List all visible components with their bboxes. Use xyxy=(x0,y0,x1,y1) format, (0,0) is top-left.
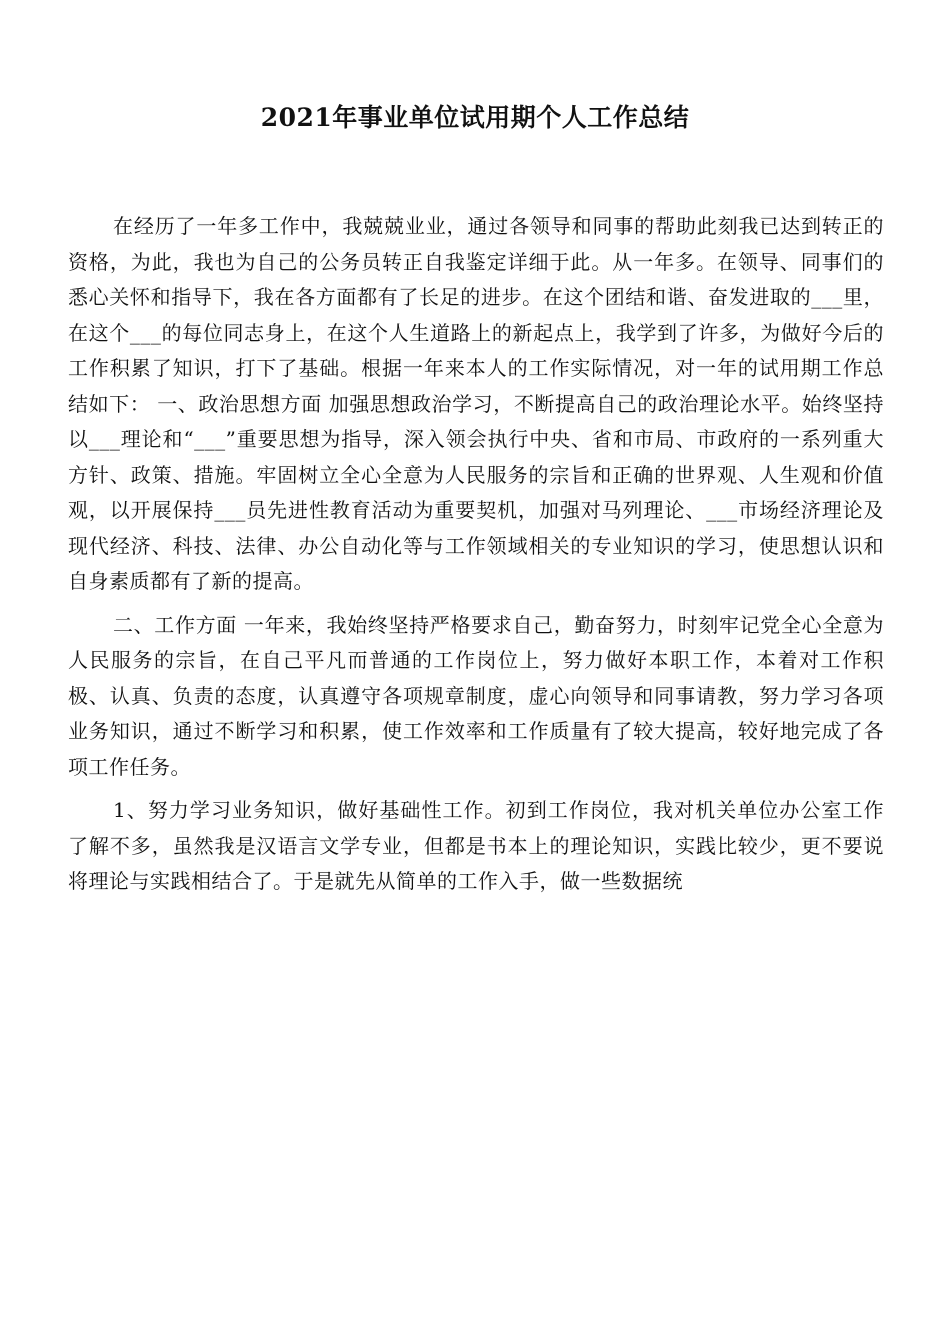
paragraph-2: 二、工作方面 一年来，我始终坚持严格要求自己，勤奋努力，时刻牢记党全心全意为人民服务的宗旨，在自己平凡而普通的工作岗位上，努力做好本职工作，本着对工作积极、认真、负责的态度，认真遵守各项规章制度，虚心向领导和同事请教，努力学习各项业务知识，通过不断学习和积累，使工作效率和工作质量有了较大提高，较好地完成了各项工作任务。 xyxy=(68,612,884,779)
document-title: 2021年事业单位试用期个人工作总结 xyxy=(260,103,690,132)
paragraph-1: 在经历了一年多工作中，我兢兢业业，通过各领导和同事的帮助此刻我已达到转正的资格，为此，我也为自己的公务员转正自我鉴定详细于此。从一年多。在领导、同事们的悉心关怀和指导下，我在各方面都有了长足的进步。在这个团结和谐、奋发进取的___里，在这个___的每位同志身上，在这个人生道路上的新起点上，我学到了许多，为做好今后的工作积累了知识，打下了基础。根据一年来本人的工作实际情况，对一年的试用期工作总结如下： 一、政治思想方面 加强思想政治学习，不断提高自己的政治理论水平。始终坚持以___理论和“___”重要思想为指导，深入领会执行中央、省和市局、市政府的一系列重大方针、政策、措施。牢固树立全心全意为人民服务的宗旨和正确的世界观、人生观和价值观，以开展保持___员先进性教育活动为重要契机，加强对马列理论、___市场经济理论及现代经济、科技、法律、办公自动化等与工作领域相关的专业知识的学习，使思想认识和自身素质都有了新的提高。 xyxy=(68,214,884,593)
paragraph-3: 1、努力学习业务知识，做好基础性工作。初到工作岗位，我对机关单位办公室工作了解不多，虽然我是汉语言文学专业，但都是书本上的理论知识，实践比较少，更不要说将理论与实践相结合了。于是就先从简单的工作入手，做一些数据统 xyxy=(68,798,884,893)
document-body xyxy=(68,209,884,908)
